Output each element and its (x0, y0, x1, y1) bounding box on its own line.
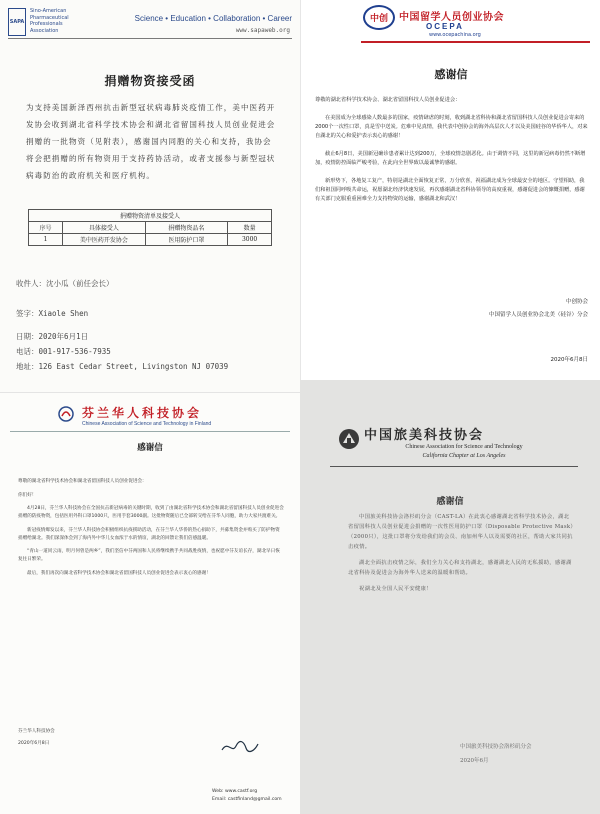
finland-org-name: 芬兰华人科技协会 (82, 406, 203, 420)
address-line (16, 361, 228, 372)
closing: 最后，我们再次向湖北省科学技术协会和湖北省留国科技人员创业促进会表示衷心的感谢！ (27, 570, 211, 576)
table-header: 具体接受人 (63, 222, 146, 234)
paragraph: 新冠疫情爆发以来，芬兰华人科技协会积极组织抗疫援助活动，在芬兰华人华侨的热心捐助下，共募集资金并购买了防护物资捐赠给湖北。我们深深体会到了海内外中华儿女血浓于水的情谊，湖北的回馈让我们倍感温暖。 (18, 527, 280, 541)
header-divider (361, 41, 590, 43)
cast-org-en-1: Chinese Association for Science and Technology (405, 444, 523, 450)
letter-date: 2020年6月 (460, 758, 489, 764)
table-cell: 1 (29, 234, 63, 246)
paragraph: 祝湖北及全国人民平安健康！ (359, 586, 432, 592)
paragraph: 湖北全面抗击疫情之际，我们全力关心和支持湖北，感谢湖北人民的无私援助，感谢湖北省科协及促进会为海外华人送来的温暖和帮助。 (348, 560, 572, 576)
sapa-tagline: Science • Education • Collaboration • Career (134, 14, 292, 23)
table-header: 序号 (29, 222, 63, 234)
table-cell: 美中医药开发协会 (63, 234, 146, 246)
letter-title: 捐赠物资接受函 (104, 74, 196, 88)
finland-thank-you-letter (0, 392, 300, 814)
paragraph: 新形势下，各地复工复产，特别是湖北全面恢复正常，万分欣喜，祝福湖北成为全球最安全的地区。守望相助，我们和祖国同呼吸共命运，祝愿湖北经济快速发展，再次感谢湖北省科协领导的高度重视，感谢促进会的慷慨捐赠，感谢有关部门克服重重困难全力支持物资的运输，感谢湖北和武汉！ (315, 178, 585, 202)
table-cell: 3000 (228, 234, 272, 246)
signature-line (16, 308, 88, 319)
paragraph: 在美国成为全球感染人数最多的国家，疫情肆虐的时刻，收到湖北省科协和湖北省留国科技人员创业促进会寄来的2000个一次性口罩，真是雪中送炭。危难中见真情，我代表中创协会的海外高层次人才以及美国硅谷的华侨华人，对来自湖北的关心和爱护表示衷心的感谢！ (315, 115, 588, 139)
paragraph: 截止6月8日，美国新冠确诊患者累计达到200万，全球疫情急剧恶化。由于调情不同，这里的新冠病毒仍然不断增加，疫情防控面临严峻考验，在此向全世界致以最诚挚的感谢。 (315, 151, 586, 166)
signature-value: Xiaole Shen (38, 309, 89, 318)
header-divider (8, 38, 292, 39)
handwritten-signature (220, 738, 260, 756)
paragraph: 4月28日，芬兰华人科技协会在全国抗击新冠病毒的关键时期，收到了由湖北省科学技术协会和湖北省留国科技人员创业促进会捐赠的防疫物资，包括医用外科口罩1000只，医用手套3000副。这批物资随后已全部转交给在芬华人同胞，助力大家共渡难关。 (18, 506, 284, 519)
letter-title: 感谢信 (137, 443, 163, 453)
date-value: 2020年6月1日 (38, 332, 89, 341)
header-divider (330, 466, 578, 467)
org-line: Sino-American (30, 8, 67, 14)
table-header: 数量 (228, 222, 272, 234)
greeting: 你们好！ (18, 492, 37, 498)
table-row (29, 234, 272, 246)
sapa-website: www.sapaweb.org (235, 27, 290, 34)
cast-la-thank-you-letter (300, 380, 600, 814)
finland-org-en: Chinese Association of Science and Technology in Finland (82, 421, 212, 427)
phone-label: 电话： (16, 347, 39, 356)
salutation: 尊敬的湖北省科学技术协会、湖北省留国科技人员创业促进会： (315, 97, 461, 103)
org-line: Professionals (30, 21, 63, 27)
letter-body (348, 512, 574, 600)
address-label: 地址： (16, 362, 39, 371)
cast-org-name: 中国旅美科技协会 (364, 428, 485, 443)
recipient-label: 收件人： (16, 279, 46, 288)
sapa-org-name (30, 8, 69, 34)
letter-body: 为支持美国新泽西州抗击新型冠状病毒肺炎疫情工作，美中医药开发协会收到湖北省科学技术协会和湖北省留国科技人员创业促进会捐赠的一批物资（见附表），感谢国内同胞的关心和支持，我协会将会把捐赠的所有物资用于支持药协活动，或者支援参与新型冠状病毒防治的政府机关和医疗机构。 (26, 103, 276, 180)
letter-title: 感谢信 (434, 68, 468, 81)
letter-date: 2020年6月8日 (550, 357, 588, 363)
signature-org: 芬兰华人科技协会 (18, 729, 55, 734)
cast-org-en-2: California Chapter at Los Angeles (422, 453, 506, 459)
table-caption: 捐赠物资清单及接受人 (29, 210, 272, 222)
ocepa-logo: 中创 (363, 5, 395, 30)
salutation: 尊敬的湖北省科学技术协会和湖北省留国科技人员创业促进会： (18, 479, 147, 484)
phone-value: 001-917-536-7935 (38, 347, 111, 356)
phone-line (16, 346, 111, 357)
letter-body (18, 478, 284, 583)
recipient-value: 沈小瓜（前任会长） (46, 279, 114, 288)
finland-association-logo (58, 406, 74, 422)
donation-table (28, 209, 272, 246)
date-label: 日期： (16, 332, 39, 341)
recipient-line (16, 278, 114, 289)
sapa-logo: SAPA (8, 8, 26, 36)
address-value: 126 East Cedar Street, Livingston NJ 07039 (38, 362, 229, 371)
signature-label: 签字： (16, 309, 39, 318)
org-line: Pharmaceutical (30, 14, 69, 21)
letter-body (315, 96, 589, 213)
signature-org: 中国旅美科技协会洛杉矶分会 (460, 744, 532, 750)
letter-title: 感谢信 (436, 497, 464, 507)
org-line: Association (30, 27, 59, 34)
ocepa-org-name: 中国留学人员创业协会 (399, 12, 504, 23)
table-header: 捐赠物资品名 (145, 222, 228, 234)
header-divider (10, 431, 290, 432)
paragraph: “青山一道同云雨，明月何曾是两乡”，我们坚信中芬两国和人民将继续携手共同战胜疫情，也祝愿中芬友谊长存，湖北早日恢复往日繁荣。 (18, 549, 280, 562)
ocepa-thank-you-letter (300, 0, 600, 380)
ocepa-website: www.ocepachina.org (429, 32, 481, 38)
signature-branch: 中国留学人员创业协会北美（硅谷）分会 (488, 312, 588, 318)
table-cell: 医用防护口罩 (145, 234, 228, 246)
footer-email: Email: castfinland@gmail.com (212, 797, 282, 802)
date-line (16, 331, 88, 342)
signature-org: 中创协会 (565, 299, 588, 305)
ocepa-org-en: OCEPA (426, 22, 464, 31)
footer-web: Web: www.castf.org (212, 789, 258, 794)
donation-acceptance-letter (0, 0, 300, 392)
letter-date: 2020年6月8日 (18, 741, 50, 746)
paragraph: 中国旅美科技协会洛杉矶分会（CAST-LA）在此衷心感谢湖北省科学技术协会，湖北省留国科技人员创业促进会捐赠的一次性医用防护口罩（Disposable Protective Mask）（2000只），这批口罩将分发给我们的会员、南加州华人以及需要的社区，帮助大家共同抗击疫情。 (348, 514, 574, 550)
cast-logo (338, 428, 360, 450)
